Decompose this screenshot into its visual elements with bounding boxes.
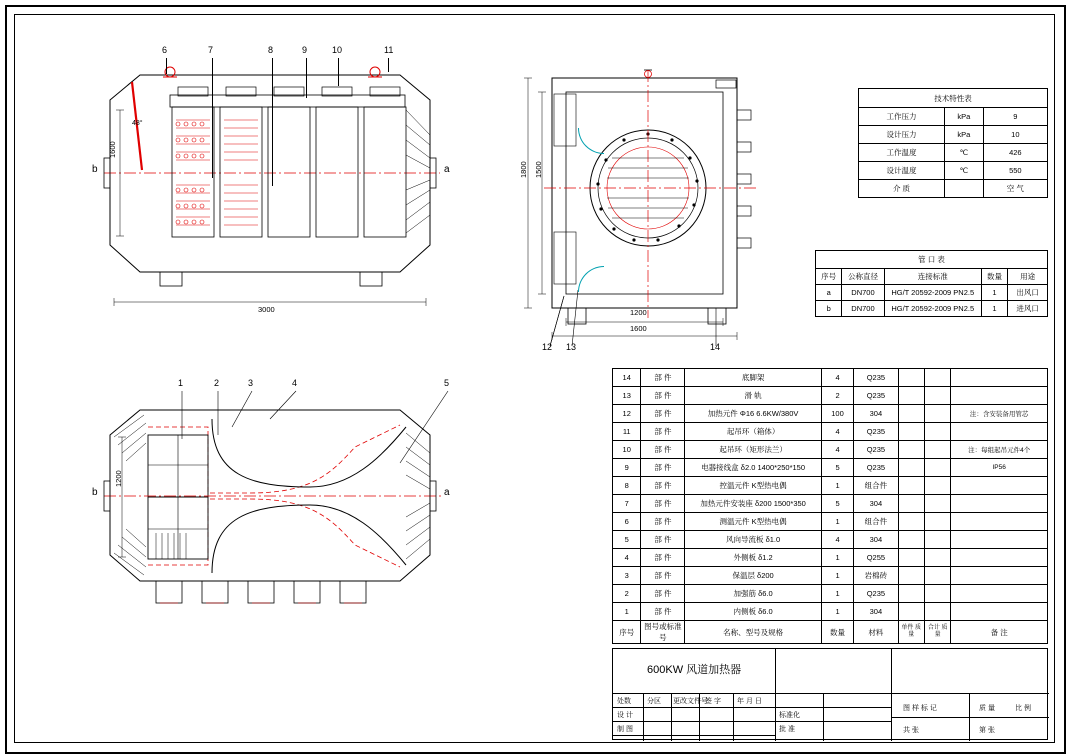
callout-12: 12	[542, 342, 553, 352]
bom-row-11-remark	[951, 567, 1048, 585]
tb-div-12	[775, 707, 891, 708]
leader-6	[166, 58, 167, 74]
bom-row-4-no: 10	[613, 441, 641, 459]
bom-row	[613, 387, 1048, 405]
bom-row	[613, 531, 1048, 549]
bom-row-10-mass-total	[924, 549, 950, 567]
tb-div-11	[775, 693, 891, 694]
title-block	[612, 648, 1048, 740]
tech-row-0-unit: kPa	[944, 108, 983, 126]
bom-row-13-material: 304	[854, 603, 898, 621]
bom-header-code: 图号或标准号	[641, 621, 685, 644]
bom-row-2-mass-single	[898, 405, 924, 423]
bom-row-0-no: 14	[613, 369, 641, 387]
tech-characteristics-table	[858, 88, 1048, 198]
angle-note: 48°	[132, 120, 143, 127]
nozzle-header-qty: 数量	[981, 269, 1007, 285]
front-elevation-view	[92, 40, 470, 340]
bom-row-5-no: 9	[613, 459, 641, 477]
bom-row-8-mass-total	[924, 513, 950, 531]
bom-row-6-no: 8	[613, 477, 641, 495]
bom-row	[613, 567, 1048, 585]
nozzle-table-row	[816, 301, 1048, 317]
tb-label-draw: 制 图	[617, 726, 633, 733]
callout-11: 11	[384, 45, 394, 55]
bom-row-13-code: 部 件	[641, 603, 685, 621]
nozzle-header-use: 用途	[1008, 269, 1048, 285]
nozzle-header-no: 序号	[816, 269, 842, 285]
bom-row-3-qty: 4	[821, 423, 853, 441]
bom-row-12-mass-single	[898, 585, 924, 603]
bom-row-1-remark	[951, 387, 1048, 405]
bom-row	[613, 495, 1048, 513]
bom-row-0-mass-single	[898, 369, 924, 387]
tb-label-mark: 处数	[617, 698, 631, 705]
bom-row-11-qty: 1	[821, 567, 853, 585]
bom-row-4-qty: 4	[821, 441, 853, 459]
tb-div-4	[613, 707, 775, 708]
bom-row-12-remark	[951, 585, 1048, 603]
tb-label-approve: 批 准	[779, 726, 795, 733]
tb-div-8	[671, 693, 672, 741]
bom-row-0-mass-total	[924, 369, 950, 387]
bom-row-12-name: 加强筋 δ6.0	[685, 585, 821, 603]
side-outer-height-dim: 1800	[519, 161, 528, 178]
bom-row	[613, 477, 1048, 495]
bom-row	[613, 549, 1048, 567]
bom-row-4-material: Q235	[854, 441, 898, 459]
bom-row-10-remark	[951, 549, 1048, 567]
bom-row-9-no: 5	[613, 531, 641, 549]
side-inner-height-dim: 1500	[534, 161, 543, 178]
bom-row-0-material: Q235	[854, 369, 898, 387]
side-outer-width-dim: 1600	[630, 324, 647, 333]
front-nozzle-b: b	[92, 164, 98, 175]
bom-row-9-mass-total	[924, 531, 950, 549]
bom-row-8-material: 组合件	[854, 513, 898, 531]
bom-row-0-remark	[951, 369, 1048, 387]
nozzle-row-1-dn: DN700	[842, 301, 884, 317]
callout-8: 8	[268, 45, 274, 55]
nozzle-row-1-qty: 1	[981, 301, 1007, 317]
bom-header-row	[613, 621, 1048, 644]
bom-row-13-qty: 1	[821, 603, 853, 621]
bom-row-2-material: 304	[854, 405, 898, 423]
bom-row-5-qty: 5	[821, 459, 853, 477]
tb-label-zone: 分区	[647, 698, 661, 705]
tech-row-3-unit: ℃	[944, 162, 983, 180]
callout-1: 1	[178, 378, 184, 388]
bom-row-9-name: 风向导流板 δ1.0	[685, 531, 821, 549]
leader-7	[212, 58, 213, 88]
bom-row	[613, 441, 1048, 459]
bom-row-1-material: Q235	[854, 387, 898, 405]
bom-row-5-mass-total	[924, 459, 950, 477]
bom-row	[613, 513, 1048, 531]
tb-label-drawing-mark: 图 样 标 记	[903, 705, 937, 712]
nozzle-row-0-std: HG/T 20592-2009 PN2.5	[884, 285, 981, 301]
tech-row-1-value: 10	[983, 126, 1047, 144]
nozzle-row-0-dn: DN700	[842, 285, 884, 301]
bom-row-1-mass-total	[924, 387, 950, 405]
bom-header-remark: 备 注	[951, 621, 1048, 644]
tb-div-2	[891, 649, 892, 741]
bom-row-6-mass-total	[924, 477, 950, 495]
bom-row-9-code: 部 件	[641, 531, 685, 549]
nozzle-row-1-no: b	[816, 301, 842, 317]
tb-label-date: 年 月 日	[737, 698, 762, 705]
tb-label-sheet-no: 第 张	[979, 727, 995, 734]
bom-row-6-qty: 1	[821, 477, 853, 495]
leader-9	[306, 58, 307, 78]
tech-row-2-value: 426	[983, 144, 1047, 162]
tb-div-17	[969, 693, 970, 741]
front-height-dim: 1600	[108, 141, 117, 158]
bom-row-7-mass-total	[924, 495, 950, 513]
bom-row-11-mass-total	[924, 567, 950, 585]
bom-row-10-name: 外侧板 δ1.2	[685, 549, 821, 567]
bom-header-mass-single: 单件 质量	[898, 621, 924, 644]
bom-row-4-remark: 注：每组起吊元件4个	[951, 441, 1048, 459]
side-section-view	[520, 50, 820, 350]
tb-div-6	[613, 735, 775, 736]
bom-row-9-qty: 4	[821, 531, 853, 549]
callout-9: 9	[302, 45, 308, 55]
bom-row-8-qty: 1	[821, 513, 853, 531]
bom-row	[613, 369, 1048, 387]
bom-row-7-no: 7	[613, 495, 641, 513]
bom-row-7-name: 加热元件安装座 δ200 1500*350	[685, 495, 821, 513]
bom-row-7-code: 部 件	[641, 495, 685, 513]
bom-row-12-material: Q235	[854, 585, 898, 603]
bom-row-6-name: 控温元件 K型热电偶	[685, 477, 821, 495]
tb-label-changefile: 更改文件号	[673, 698, 708, 705]
nozzle-table-title: 管 口 表	[816, 251, 1048, 269]
tb-div-15	[891, 693, 1049, 694]
bom-row-11-name: 保温层 δ200	[685, 567, 821, 585]
bom-row	[613, 603, 1048, 621]
bom-row-1-name: 滑 轨	[685, 387, 821, 405]
bom-row-1-no: 13	[613, 387, 641, 405]
bom-row-12-code: 部 件	[641, 585, 685, 603]
tb-label-mass: 质 量	[979, 705, 995, 712]
callout-14: 14	[710, 342, 721, 352]
bom-row-13-name: 内侧板 δ6.0	[685, 603, 821, 621]
bom-row-8-remark	[951, 513, 1048, 531]
tech-row-2-name: 工作温度	[859, 144, 945, 162]
callout-2: 2	[214, 378, 220, 388]
tb-label-standardize: 标准化	[779, 712, 800, 719]
leader-8b	[272, 86, 273, 186]
tb-div-16	[891, 717, 1049, 718]
bom-row-2-code: 部 件	[641, 405, 685, 423]
bom-row-1-mass-single	[898, 387, 924, 405]
bom-row-1-qty: 2	[821, 387, 853, 405]
callout-7: 7	[208, 45, 214, 55]
bom-row-5-mass-single	[898, 459, 924, 477]
bom-row-3-mass-single	[898, 423, 924, 441]
bom-row	[613, 585, 1048, 603]
nozzle-row-0-use: 出风口	[1008, 285, 1048, 301]
tb-div-3	[613, 693, 775, 694]
tech-row-4-value: 空 气	[983, 180, 1047, 198]
bom-row-13-remark	[951, 603, 1048, 621]
tb-div-10	[733, 693, 734, 741]
bom-row-6-remark	[951, 477, 1048, 495]
callout-4: 4	[292, 378, 298, 388]
nozzle-row-1-use: 进风口	[1008, 301, 1048, 317]
drawing-title: 600KW 风道加热器	[647, 664, 742, 676]
leader-11	[388, 58, 389, 72]
tb-label-scale: 比 例	[1015, 705, 1031, 712]
callout-13: 13	[566, 342, 577, 352]
plan-nozzle-b: b	[92, 487, 98, 498]
bom-row-10-material: Q255	[854, 549, 898, 567]
bom-row-5-name: 电器接线盒 δ2.0 1400*250*150	[685, 459, 821, 477]
nozzle-table	[815, 250, 1048, 317]
bom-row-6-code: 部 件	[641, 477, 685, 495]
bom-row-7-remark	[951, 495, 1048, 513]
bom-row-11-no: 3	[613, 567, 641, 585]
bom-row-10-code: 部 件	[641, 549, 685, 567]
tech-row-3-name: 设计温度	[859, 162, 945, 180]
tech-row-2-unit: ℃	[944, 144, 983, 162]
callout-6: 6	[162, 45, 168, 55]
bom-row-3-code: 部 件	[641, 423, 685, 441]
bom-row-5-remark: IP56	[951, 459, 1048, 477]
bom-row-12-mass-total	[924, 585, 950, 603]
bom-row-7-mass-single	[898, 495, 924, 513]
bom-row-11-mass-single	[898, 567, 924, 585]
callout-3: 3	[248, 378, 254, 388]
nozzle-table-row	[816, 285, 1048, 301]
nozzle-row-1-std: HG/T 20592-2009 PN2.5	[884, 301, 981, 317]
bom-row	[613, 459, 1048, 477]
tb-div-14	[823, 693, 824, 741]
leader-7b	[212, 88, 213, 178]
bom-row-12-no: 2	[613, 585, 641, 603]
leader-8	[272, 58, 273, 86]
tb-div-1	[775, 649, 776, 741]
tb-label-sign: 签 字	[705, 698, 721, 705]
bom-row	[613, 423, 1048, 441]
side-inner-width-dim: 1200	[630, 308, 647, 317]
bom-row-4-mass-single	[898, 441, 924, 459]
tech-row-4-unit	[944, 180, 983, 198]
bom-row-2-name: 加热元件 Φ16 6.6KW/380V	[685, 405, 821, 423]
tb-div-5	[613, 721, 775, 722]
bom-row-12-qty: 1	[821, 585, 853, 603]
callout-10: 10	[332, 45, 343, 55]
nozzle-row-0-qty: 1	[981, 285, 1007, 301]
tech-row-0-value: 9	[983, 108, 1047, 126]
bom-row-7-material: 304	[854, 495, 898, 513]
bom-row-8-name: 测温元件 K型热电偶	[685, 513, 821, 531]
bom-row-9-remark	[951, 531, 1048, 549]
tech-row-1-name: 设计压力	[859, 126, 945, 144]
tb-label-design: 设 计	[617, 712, 633, 719]
leader-10	[338, 58, 339, 86]
bom-row-11-material: 岩棉砖	[854, 567, 898, 585]
bom-row-8-code: 部 件	[641, 513, 685, 531]
tech-row-4-name: 介 质	[859, 180, 945, 198]
nozzle-header-dn: 公称直径	[842, 269, 884, 285]
bom-row-7-qty: 5	[821, 495, 853, 513]
bom-row-6-material: 组合件	[854, 477, 898, 495]
bom-row-10-qty: 1	[821, 549, 853, 567]
bom-row-0-qty: 4	[821, 369, 853, 387]
bom-row-5-material: Q235	[854, 459, 898, 477]
bom-row-4-name: 起吊环（矩形法兰）	[685, 441, 821, 459]
bom-row-6-mass-single	[898, 477, 924, 495]
plan-nozzle-a: a	[444, 487, 450, 498]
bom-row-0-code: 部 件	[641, 369, 685, 387]
bom-row-1-code: 部 件	[641, 387, 685, 405]
bom-row-3-name: 起吊环（箱体）	[685, 423, 821, 441]
leader-9b	[306, 78, 307, 98]
plan-width-dim: 1200	[114, 470, 123, 487]
bom-row-10-no: 4	[613, 549, 641, 567]
tb-div-7	[643, 693, 644, 741]
bom-row-13-mass-total	[924, 603, 950, 621]
bom-row-5-code: 部 件	[641, 459, 685, 477]
bom-row-2-remark: 注：含安装备用管芯	[951, 405, 1048, 423]
bom-header-mass-total: 合计 质量	[924, 621, 950, 644]
bom-row-3-no: 11	[613, 423, 641, 441]
nozzle-header-std: 连接标准	[884, 269, 981, 285]
bom-row-8-no: 6	[613, 513, 641, 531]
bom-row-2-mass-total	[924, 405, 950, 423]
tech-row-0-name: 工作压力	[859, 108, 945, 126]
bom-row-10-mass-single	[898, 549, 924, 567]
bom-row-13-no: 1	[613, 603, 641, 621]
tb-label-sheet-total: 共 张	[903, 727, 919, 734]
bom-header-qty: 数量	[821, 621, 853, 644]
bill-of-materials-table	[612, 368, 1048, 644]
tb-div-13	[775, 721, 891, 722]
bom-row-11-code: 部 件	[641, 567, 685, 585]
front-nozzle-a: a	[444, 164, 450, 175]
bom-row-4-code: 部 件	[641, 441, 685, 459]
bom-row-2-qty: 100	[821, 405, 853, 423]
bom-row	[613, 405, 1048, 423]
tech-table-title: 技术特性表	[859, 89, 1048, 108]
plan-view	[92, 375, 480, 650]
bom-header-material: 材料	[854, 621, 898, 644]
tech-row-1-unit: kPa	[944, 126, 983, 144]
bom-row-8-mass-single	[898, 513, 924, 531]
callout-5: 5	[444, 378, 450, 388]
bom-header-no: 序号	[613, 621, 641, 644]
bom-row-9-material: 304	[854, 531, 898, 549]
bom-row-13-mass-single	[898, 603, 924, 621]
bom-row-9-mass-single	[898, 531, 924, 549]
nozzle-row-0-no: a	[816, 285, 842, 301]
bom-row-3-mass-total	[924, 423, 950, 441]
bom-row-0-name: 底脚架	[685, 369, 821, 387]
bom-row-2-no: 12	[613, 405, 641, 423]
bom-row-3-material: Q235	[854, 423, 898, 441]
front-width-dim: 3000	[258, 305, 275, 314]
tech-row-3-value: 550	[983, 162, 1047, 180]
bom-row-4-mass-total	[924, 441, 950, 459]
bom-header-name: 名称、型号及规格	[685, 621, 821, 644]
bom-row-3-remark	[951, 423, 1048, 441]
